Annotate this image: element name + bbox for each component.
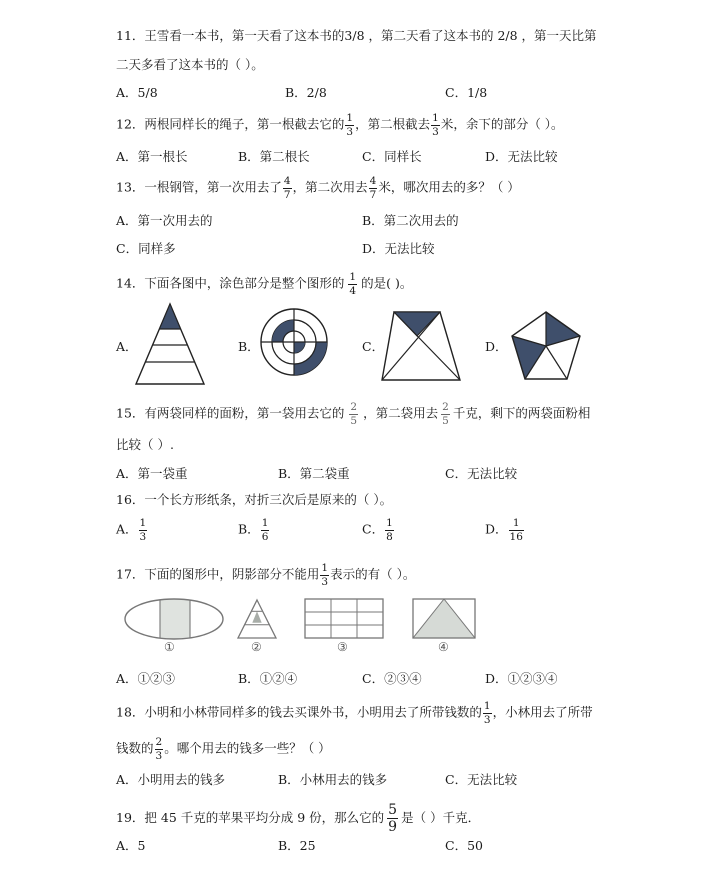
q17-stem (116, 563, 415, 587)
q11-option-c: C．1/8 (445, 85, 488, 100)
q15-option-c: C．无法比较 (445, 466, 518, 481)
q18-line2 (116, 737, 331, 761)
q14-text-2: 的是( )。 (361, 275, 413, 291)
q18-option-c: C．无法比较 (445, 772, 518, 787)
q12-option-b: B．第二根长 (238, 149, 310, 164)
q16-stem: 16．一个长方形纸条，对折三次后是原来的（ ）。 (116, 492, 393, 507)
q14-fraction (348, 272, 357, 296)
q12-fraction-1-denominator: 3 (346, 125, 354, 138)
q17-caption-3: ③ (337, 640, 348, 654)
q14-label-d: D． (485, 339, 508, 354)
q16-option-d (485, 518, 525, 542)
q15-fraction-1-denominator: 5 (350, 414, 358, 427)
q19-fraction (387, 803, 398, 834)
q17-option-d: D．①②③④ (485, 671, 558, 686)
q15-line2: 比较（ ）. (116, 437, 174, 452)
q11-option-a: A．5/8 (116, 85, 158, 100)
q15-option-a: A．第一袋重 (116, 466, 188, 481)
q14-fraction-denominator: 4 (349, 284, 357, 297)
q17-figure-4-rectangle (412, 598, 476, 640)
q18-line1 (116, 701, 593, 725)
q14-label-c: C． (362, 339, 385, 354)
q16-option-c-fraction (385, 518, 394, 542)
q13-fraction-1 (283, 176, 292, 200)
q16-option-b-denominator: 6 (261, 530, 269, 543)
q18-text-3: 钱数的 (116, 740, 154, 756)
q12-text-2: ，第二根截去 (355, 116, 431, 132)
q16-option-a-label: A． (116, 521, 138, 537)
q15-fraction-1-numerator: 2 (350, 401, 358, 413)
q19-stem (116, 803, 480, 834)
q13-option-c: C．同样多 (116, 241, 176, 256)
q18-text-4: 。哪个用去的钱多一些？（ ） (164, 740, 331, 756)
q19-fraction-denominator: 9 (388, 819, 398, 835)
q16-option-a-denominator: 3 (139, 530, 147, 543)
q14-text-1: 14．下面各图中，涂色部分是整个图形的 (116, 275, 345, 291)
q14-stem (116, 272, 412, 296)
q15-text-2: ，第二袋用去 (363, 405, 439, 421)
q15-text-3: 千克，剩下的两袋面粉相 (452, 405, 591, 421)
q17-fraction-denominator: 3 (321, 575, 329, 588)
q16-option-d-label: D． (485, 521, 508, 537)
q12-fraction-1-numerator: 1 (346, 112, 354, 124)
q12-option-d: D．无法比较 (485, 149, 558, 164)
q14-figure-d-pentagon (508, 310, 584, 382)
q15-option-b: B．第二袋重 (278, 466, 350, 481)
q12-fraction-2-denominator: 3 (432, 125, 439, 138)
q15-fraction-2 (441, 402, 450, 426)
q16-option-a-fraction (139, 518, 148, 542)
q17-caption-1: ① (164, 640, 175, 654)
q17-option-b: B．①②④ (238, 671, 298, 686)
q16-option-a-numerator: 1 (139, 517, 147, 529)
q18-fraction-2-denominator: 3 (155, 749, 163, 762)
q16-option-d-fraction (509, 518, 524, 542)
q19-option-b: B．25 (278, 838, 316, 853)
q13-option-d: D．无法比较 (362, 241, 435, 256)
q16-option-b (238, 518, 270, 542)
q17-figure-2-triangle (236, 598, 278, 640)
q16-option-b-label: B． (238, 521, 260, 537)
q15-text-1: 15．有两袋同样的面粉，第一袋用去它的 (116, 405, 345, 421)
q11-line1: 11．王雪看一本书，第一天看了这本书的3/8 ，第二天看了这本书的 2/8 ，第一天比第 (116, 28, 597, 43)
q13-fraction-2-numerator: 4 (369, 175, 377, 187)
q13-text-3: 米，哪次用去的多？（ ） (378, 179, 520, 195)
q11-option-b: B．2/8 (285, 85, 327, 100)
q17-figure-3-grid (304, 598, 384, 640)
q17-option-c: C．②③④ (362, 671, 422, 686)
q13-stem (116, 176, 520, 200)
q14-figure-c-trapezoid (382, 310, 462, 382)
q14-label-b: B． (238, 339, 260, 354)
q17-option-a: A．①②③ (116, 671, 176, 686)
q17-text-2: 表示的有（ ）。 (330, 566, 416, 582)
q15-fraction-1 (349, 402, 358, 426)
q14-figure-b-circles (260, 308, 330, 378)
q15-stem (116, 402, 590, 426)
q17-figure-1-ellipse (124, 598, 224, 642)
q16-option-b-fraction (261, 518, 270, 542)
q16-option-c-numerator: 1 (386, 517, 393, 529)
q18-option-a: A．小明用去的钱多 (116, 772, 226, 787)
q19-text-2: 是（ ）千克． (401, 810, 481, 825)
q13-option-b: B．第二次用去的 (362, 213, 459, 228)
q18-text-1: 18．小明和小林带同样多的钱去买课外书，小明用去了所带钱数的 (116, 704, 482, 720)
q18-fraction-1 (483, 701, 492, 725)
q19-text-1: 19．把 45 千克的苹果平均分成 9 份，那么它的 (116, 810, 385, 825)
q15-fraction-2-numerator: 2 (442, 401, 449, 413)
q12-option-c: C．同样长 (362, 149, 422, 164)
q13-option-a: A．第一次用去的 (116, 213, 213, 228)
q16-option-c (362, 518, 395, 542)
q12-fraction-2 (431, 113, 440, 137)
q18-fraction-2-numerator: 2 (155, 736, 163, 748)
q18-fraction-1-numerator: 1 (483, 700, 491, 712)
q14-fraction-numerator: 1 (349, 271, 357, 283)
q15-fraction-2-denominator: 5 (442, 414, 449, 427)
q17-text-1: 17．下面的图形中，阴影部分不能用 (116, 566, 320, 582)
q18-text-2: ，小林用去了所带 (492, 704, 593, 720)
q11-line2: 二天多看了这本书的（ ）。 (116, 57, 264, 72)
q19-fraction-numerator: 5 (388, 802, 398, 818)
q16-option-b-numerator: 1 (261, 517, 269, 529)
q16-option-a (116, 518, 148, 542)
q13-fraction-2-denominator: 7 (369, 188, 377, 201)
q13-fraction-1-numerator: 4 (283, 175, 291, 187)
q17-caption-2: ② (251, 640, 262, 654)
q12-text-1: 12．两根同样长的绳子，第一根截去它的 (116, 116, 345, 132)
q17-fraction-numerator: 1 (321, 562, 329, 574)
q13-text-2: ，第二次用去 (292, 179, 368, 195)
q12-option-a: A．第一根长 (116, 149, 188, 164)
q18-fraction-1-denominator: 3 (483, 713, 491, 726)
q18-option-b: B．小林用去的钱多 (278, 772, 388, 787)
q12-fraction-2-numerator: 1 (432, 112, 439, 124)
q13-fraction-2 (369, 176, 378, 200)
q14-label-a: A． (116, 339, 138, 354)
q16-option-d-denominator: 16 (509, 530, 523, 543)
q12-stem (116, 113, 564, 137)
q19-option-c: C．50 (445, 838, 483, 853)
q19-option-a: A．5 (116, 838, 146, 853)
q16-option-c-denominator: 8 (386, 530, 393, 543)
q16-option-d-numerator: 1 (509, 518, 524, 531)
q12-text-3: 米，余下的部分（ ）。 (440, 116, 564, 132)
q13-fraction-1-denominator: 7 (283, 188, 291, 201)
q12-fraction-1 (345, 113, 354, 137)
q16-option-c-label: C． (362, 521, 385, 537)
q14-figure-a-triangle (136, 302, 206, 386)
q18-fraction-2 (155, 737, 164, 761)
q13-text-1: 13．一根钢管，第一次用去了 (116, 179, 282, 195)
q17-fraction (320, 563, 329, 587)
q17-caption-4: ④ (438, 640, 449, 654)
